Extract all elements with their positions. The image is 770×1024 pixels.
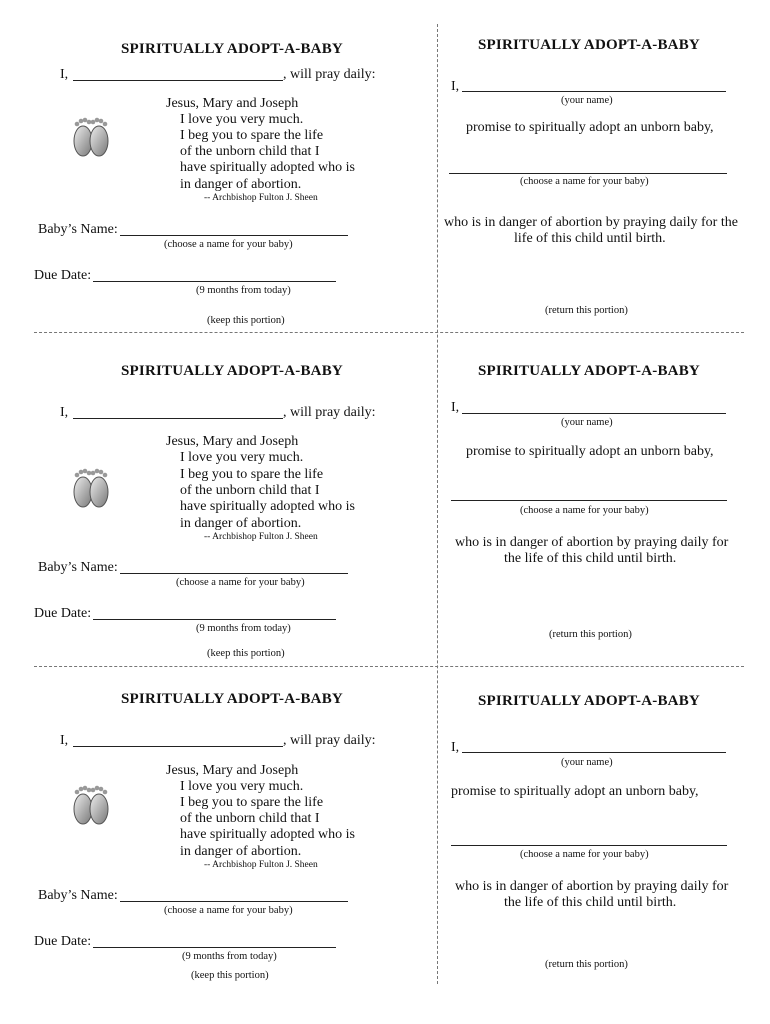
promise-text: promise to spiritually adopt an unborn baby, [466, 444, 714, 459]
pray-name-field[interactable] [73, 418, 283, 419]
who-is-line-2: the life of this child until birth. [504, 551, 677, 566]
babys-name-label: Baby’s Name: [38, 560, 118, 575]
who-is-line-2: the life of this child until birth. [504, 895, 677, 910]
babys-name-field[interactable] [120, 901, 348, 902]
prayer-line-2: I love you very much. [180, 112, 304, 127]
return-i-label: I, [451, 79, 460, 94]
cut-line-2 [34, 666, 744, 667]
prayer-line-4: of the unborn child that I [180, 483, 320, 498]
return-title: SPIRITUALLY ADOPT-A-BABY [478, 37, 700, 53]
prayer-line-3: I beg you to spare the life [180, 467, 324, 482]
return-baby-name-field[interactable] [451, 500, 727, 501]
choose-name-hint: (choose a name for your baby) [164, 239, 293, 250]
return-choose-name-hint: (choose a name for your baby) [520, 849, 649, 860]
prayer-line-6: in danger of abortion. [180, 177, 302, 192]
return-choose-name-hint: (choose a name for your baby) [520, 505, 649, 516]
will-pray-label: , will pray daily: [283, 733, 376, 748]
keep-portion-label: (keep this portion) [207, 315, 285, 326]
nine-months-hint: (9 months from today) [196, 623, 291, 634]
keep-title: SPIRITUALLY ADOPT-A-BABY [121, 363, 343, 379]
your-name-hint: (your name) [561, 95, 613, 106]
return-portion-label: (return this portion) [545, 305, 628, 316]
choose-name-hint: (choose a name for your baby) [176, 577, 305, 588]
babys-name-field[interactable] [120, 235, 348, 236]
baby-feet-icon [68, 114, 112, 160]
your-name-field[interactable] [462, 91, 726, 92]
who-is-line-1: who is in danger of abortion by praying daily for [455, 535, 729, 550]
return-baby-name-field[interactable] [449, 173, 727, 174]
baby-feet-icon [68, 782, 112, 828]
promise-text: promise to spiritually adopt an unborn baby, [451, 784, 699, 799]
prayer-line-2: I love you very much. [180, 450, 304, 465]
prayer-line-3: I beg you to spare the life [180, 128, 324, 143]
return-choose-name-hint: (choose a name for your baby) [520, 176, 649, 187]
return-i-label: I, [451, 740, 460, 755]
your-name-hint: (your name) [561, 757, 613, 768]
who-is-line-2: life of this child until birth. [514, 231, 666, 246]
prayer-line-2: I love you very much. [180, 779, 304, 794]
will-pray-label: , will pray daily: [283, 405, 376, 420]
babys-name-label: Baby’s Name: [38, 222, 118, 237]
i-label: I, [60, 67, 69, 82]
prayer-line-6: in danger of abortion. [180, 516, 302, 531]
prayer-line-6: in danger of abortion. [180, 844, 302, 859]
nine-months-hint: (9 months from today) [182, 951, 277, 962]
prayer-line-1: Jesus, Mary and Joseph [166, 434, 299, 449]
i-label: I, [60, 733, 69, 748]
prayer-line-1: Jesus, Mary and Joseph [166, 96, 299, 111]
return-baby-name-field[interactable] [451, 845, 727, 846]
prayer-line-5: have spiritually adopted who is [180, 499, 355, 514]
vertical-cut-line [437, 24, 438, 984]
due-date-field[interactable] [93, 947, 336, 948]
keep-portion-label: (keep this portion) [207, 648, 285, 659]
prayer-line-4: of the unborn child that I [180, 144, 320, 159]
attribution: -- Archbishop Fulton J. Sheen [204, 193, 318, 203]
baby-feet-icon [68, 465, 112, 511]
your-name-field[interactable] [462, 752, 726, 753]
pray-name-field[interactable] [73, 746, 283, 747]
due-date-field[interactable] [93, 281, 336, 282]
who-is-line-1: who is in danger of abortion by praying daily for [455, 879, 729, 894]
due-date-label: Due Date: [34, 934, 92, 949]
return-title: SPIRITUALLY ADOPT-A-BABY [478, 363, 700, 379]
choose-name-hint: (choose a name for your baby) [164, 905, 293, 916]
prayer-line-3: I beg you to spare the life [180, 795, 324, 810]
babys-name-label: Baby’s Name: [38, 888, 118, 903]
babys-name-field[interactable] [120, 573, 348, 574]
due-date-field[interactable] [93, 619, 336, 620]
keep-title: SPIRITUALLY ADOPT-A-BABY [121, 691, 343, 707]
prayer-line-1: Jesus, Mary and Joseph [166, 763, 299, 778]
attribution: -- Archbishop Fulton J. Sheen [204, 532, 318, 542]
due-date-label: Due Date: [34, 606, 92, 621]
return-portion-label: (return this portion) [545, 959, 628, 970]
keep-title: SPIRITUALLY ADOPT-A-BABY [121, 41, 343, 57]
return-i-label: I, [451, 400, 460, 415]
keep-portion-label: (keep this portion) [191, 970, 269, 981]
prayer-line-5: have spiritually adopted who is [180, 160, 355, 175]
return-portion-label: (return this portion) [549, 629, 632, 640]
your-name-field[interactable] [462, 413, 726, 414]
nine-months-hint: (9 months from today) [196, 285, 291, 296]
attribution: -- Archbishop Fulton J. Sheen [204, 860, 318, 870]
promise-text: promise to spiritually adopt an unborn baby, [466, 120, 714, 135]
cut-line-1 [34, 332, 744, 333]
return-title: SPIRITUALLY ADOPT-A-BABY [478, 693, 700, 709]
due-date-label: Due Date: [34, 268, 92, 283]
pray-name-field[interactable] [73, 80, 283, 81]
will-pray-label: , will pray daily: [283, 67, 376, 82]
prayer-line-5: have spiritually adopted who is [180, 827, 355, 842]
i-label: I, [60, 405, 69, 420]
who-is-line-1: who is in danger of abortion by praying daily for the [444, 215, 738, 230]
prayer-line-4: of the unborn child that I [180, 811, 320, 826]
your-name-hint: (your name) [561, 417, 613, 428]
